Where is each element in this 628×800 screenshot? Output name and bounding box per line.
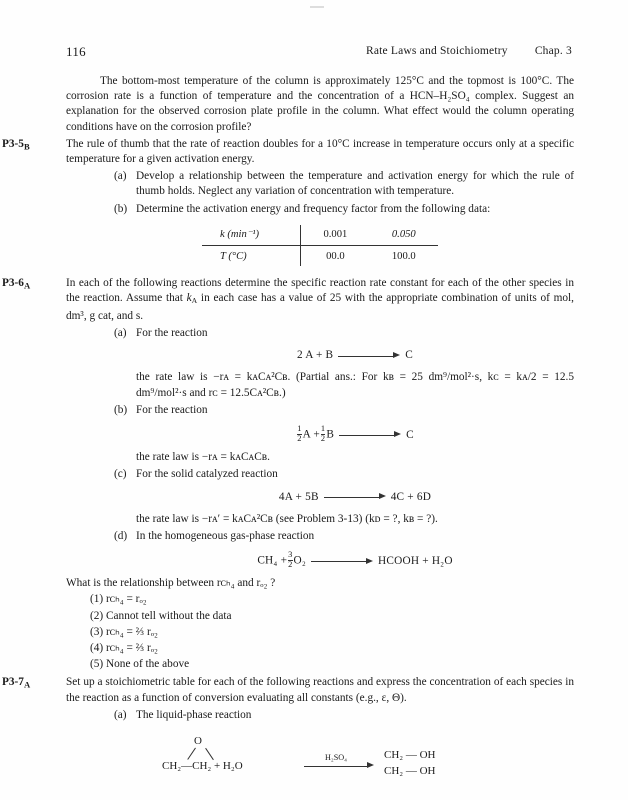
- reaction-arrow-icon: [324, 492, 386, 502]
- fraction-three-halves: $\frac{3}{2}$: [288, 550, 293, 569]
- part-d-p3-6: [114, 529, 574, 569]
- equation-b: [136, 425, 574, 443]
- T-value-2: 100.0: [391, 251, 416, 263]
- k-subscript: A: [191, 296, 198, 306]
- equation-right: C: [406, 428, 414, 441]
- part-text: Determine the activation energy and frequency factor from the following data:: [136, 202, 491, 215]
- page-header: [0, 44, 628, 60]
- part-label: (a): [114, 708, 127, 721]
- k-symbol: k: [186, 292, 192, 305]
- list-item: (3) rᴄₕ₄ = ⅔ rₒ₂: [90, 625, 158, 638]
- problem-tag-p3-7: $P3-7_A$: [2, 676, 31, 690]
- part-label: (b): [114, 403, 128, 416]
- part-a-p3-6: [114, 326, 574, 401]
- p3-6-choices: [90, 592, 574, 672]
- problem-lead-p3-5: The rule of thumb that the rate of reaction doubles for a 10°C increase in temperature occurs only at a specific temperature for a given activation energy.: [66, 137, 574, 166]
- structure-reactant: CH₂—CH₂ + H₂O: [162, 760, 243, 773]
- species-CH4: CH₄ +: [257, 554, 288, 567]
- running-head-title: Rate Laws and Stoichiometry: [365, 45, 508, 57]
- part-text: For the reaction: [136, 403, 208, 416]
- page-number: 116: [66, 44, 86, 59]
- table-row: [202, 246, 438, 267]
- part-b-p3-6: [114, 403, 574, 466]
- list-item: (2) Cannot tell without the data: [90, 609, 232, 622]
- lead-part-2: in each case has a value of 25 with the appropriate combination of units of mol, dm³, g cat, and s.: [66, 292, 574, 322]
- equation-a: [136, 348, 574, 363]
- equation-d: [136, 551, 574, 569]
- page-body: [2, 74, 574, 799]
- row-label-k: k (min⁻¹): [202, 225, 301, 246]
- equation-left: [257, 551, 306, 569]
- product-bottom-line: CH₂ — OH: [384, 765, 436, 778]
- chapter-label: Chap. 3: [534, 45, 572, 57]
- list-item: (1) rᴄₕ₄ = rₒ₂: [90, 593, 147, 606]
- part-label: (b): [114, 202, 128, 215]
- epoxide-hydrolysis-structure: [66, 733, 574, 797]
- list-item: (5) None of the above: [90, 658, 190, 671]
- part-label: (d): [114, 529, 128, 542]
- structure-product: [384, 747, 436, 779]
- equation-left: 4A + 5B: [278, 490, 319, 503]
- table-row: [202, 225, 438, 246]
- part-a-followup: the rate law is −rᴀ = kᴀCᴀ²Cʙ. (Partial ans.: For kʙ = 25 dm⁹/mol²·s, kᴄ = kᴀ/2 = 12.5 dm⁹/mol²·s and rᴄ = 12.5Cᴀ²Cʙ.): [136, 371, 574, 399]
- intro-paragraph: The bottom-most temperature of the column is approximately 125°C and the topmost is 100°C. The corrosion rate is a function of temperature and the concentration of a HCN–H₂SO₄ complex. Suggest an explanation for the observed corrosion plate profile in the column. What effect would the column operating conditions have on the corrosion profile?: [66, 75, 574, 133]
- part-label: (a): [114, 170, 127, 183]
- row-label-T: T (°C): [202, 246, 301, 267]
- problem-p3-5: [2, 137, 574, 266]
- reaction-arrow-icon: [338, 351, 400, 361]
- catalyst-label: H₂SO₄: [324, 753, 348, 763]
- running-head: [366, 45, 572, 57]
- problem-lead-p3-7: Set up a stoichiometric table for each of the following reactions and express the concentration of each species in the reaction as a function of conversion evaluating all constants (e.g., ε, Θ).: [66, 676, 574, 704]
- species-B: B: [326, 428, 335, 441]
- fraction-half-2: $\frac{1}{2}$: [320, 424, 326, 443]
- equation-right: 4C + 6D: [390, 490, 432, 503]
- part-c-followup: the rate law is −rᴀ′ = kᴀCᴀ²Cʙ (see Problem 3-13) (kᴅ = ?, kʙ = ?).: [136, 512, 438, 525]
- list-item: (4) rᴄₕ₄ = ⅔ rₒ₂: [90, 642, 158, 655]
- species-A: A +: [302, 428, 320, 441]
- T-value-1: 00.0: [326, 251, 345, 263]
- part-label: (c): [114, 468, 127, 481]
- intro-block: [66, 74, 574, 135]
- problem-p3-7: [2, 675, 574, 797]
- part-text: In the homogeneous gas-phase reaction: [136, 529, 315, 542]
- equation-left: [296, 425, 334, 443]
- reaction-arrow-icon: [304, 753, 374, 771]
- fraction-half-1: $\frac{1}{2}$: [297, 424, 302, 443]
- part-a-p3-7: [114, 708, 574, 723]
- part-text: The liquid-phase reaction: [136, 708, 252, 721]
- k-value-2: 0.050: [370, 225, 438, 246]
- reaction-arrow-icon: [339, 430, 401, 440]
- part-text: For the solid catalyzed reaction: [136, 468, 278, 481]
- k-value-1: 0.001: [301, 225, 370, 246]
- problem-lead-p3-6: [66, 276, 574, 324]
- part-a-p3-5: [114, 169, 574, 199]
- problem-tag-p3-5: $P3-5_B$: [2, 137, 30, 152]
- product-top-line: CH₂ — OH: [384, 749, 436, 762]
- equation-right: C: [405, 349, 414, 362]
- lead-part-1: In each of the following reactions determine the specific reaction rate constant for each of the other species in the reaction. Assume that: [66, 277, 574, 305]
- part-text: For the reaction: [136, 326, 208, 339]
- equation-left: 2 A + B: [296, 349, 334, 362]
- species-O2: O₂: [293, 554, 307, 567]
- epoxide-oxygen-label: O: [194, 735, 202, 748]
- part-c-p3-6: [114, 467, 574, 527]
- part-label: (a): [114, 326, 127, 339]
- part-b-p3-5: [114, 202, 574, 217]
- problem-tag-p3-6: $P3-6_A$: [2, 277, 31, 291]
- scan-artifact: [310, 6, 324, 8]
- equation-right: HCOOH + H₂O: [378, 554, 453, 567]
- reaction-arrow-icon: [311, 556, 373, 566]
- part-b-followup: the rate law is −rᴀ = kᴀCᴀCʙ.: [136, 451, 270, 464]
- part-text: Develop a relationship between the temperature and activation energy for which the rule of thumb holds. Neglect any variation of concentration with temperature.: [136, 170, 574, 198]
- p3-6-question: What is the relationship between rᴄₕ₄ and rₒ₂ ?: [66, 577, 276, 590]
- problem-p3-6: [2, 276, 574, 672]
- equation-c: [136, 490, 574, 505]
- rate-data-table: [202, 225, 438, 266]
